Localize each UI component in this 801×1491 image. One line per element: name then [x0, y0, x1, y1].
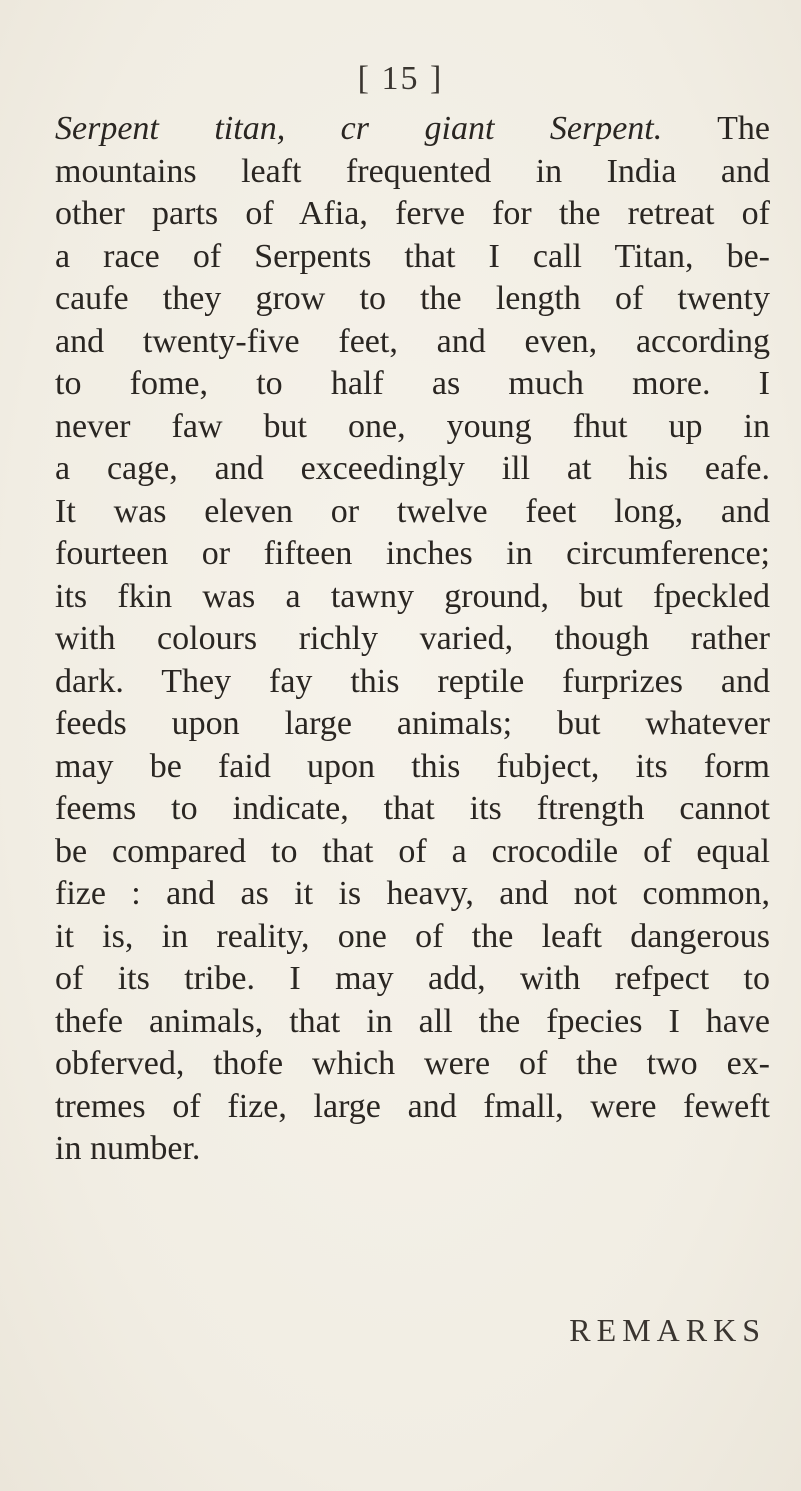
- text-line-last: in number.: [55, 1130, 201, 1167]
- text-line: mountains leaft frequented in India and: [55, 152, 770, 190]
- text-line: a race of Serpents that I call Titan, be-: [55, 237, 770, 275]
- text-line: with colours richly varied, though rather: [55, 620, 770, 657]
- text-line: caufe they grow to the length of twenty: [55, 280, 770, 317]
- text-line-rest: The: [717, 110, 770, 147]
- page-number: [ 15 ]: [357, 60, 444, 97]
- text-line: It was eleven or twelve feet long, and: [55, 492, 770, 530]
- paragraph: [55, 108, 770, 1171]
- text-line: to fome, to half as much more. I: [55, 365, 770, 402]
- text-line: it is, in reality, one of the leaft dangerous: [55, 917, 770, 955]
- text-line: tremes of fize, large and fmall, were feweft: [55, 1087, 770, 1125]
- text-line: fourteen or fifteen inches in circumference;: [55, 535, 770, 572]
- text-line: [55, 108, 770, 151]
- text-line: thefe animals, that in all the fpecies I have: [55, 1002, 770, 1040]
- text-line: be compared to that of a crocodile of equal: [55, 832, 770, 870]
- text-line: obferved, thofe which were of the two ex-: [55, 1045, 770, 1082]
- text-line: never faw but one, young fhut up in: [55, 407, 770, 445]
- text-line: its fkin was a tawny ground, but fpeckled: [55, 577, 770, 615]
- text-line: of its tribe. I may add, with refpect to: [55, 960, 770, 997]
- text-line: a cage, and exceedingly ill at his eafe.: [55, 450, 770, 487]
- text-line: other parts of Afia, ferve for the retreat of: [55, 195, 770, 232]
- catchword: REMARKS: [569, 1312, 766, 1348]
- text-line: may be faid upon this fubject, its form: [55, 747, 770, 785]
- italic-heading: Serpent titan, cr giant Serpent.: [55, 110, 663, 147]
- text-line: fize : and as it is heavy, and not common,: [55, 875, 770, 912]
- text-line: feems to indicate, that its ftrength cannot: [55, 790, 770, 827]
- text-line: feeds upon large animals; but whatever: [55, 705, 770, 742]
- text-line: and twenty-five feet, and even, according: [55, 322, 770, 360]
- text-line: dark. They fay this reptile furprizes and: [55, 662, 770, 700]
